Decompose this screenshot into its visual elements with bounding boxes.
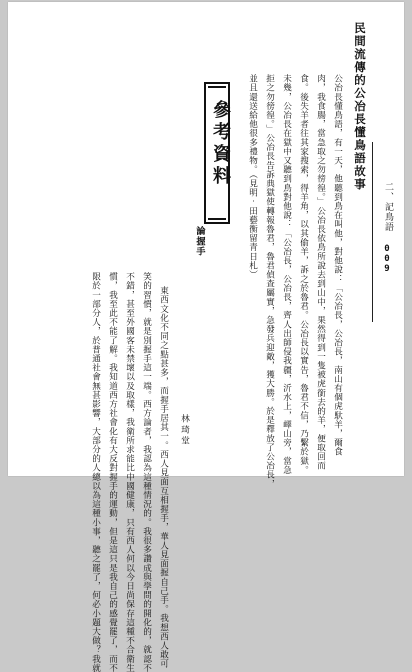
essay-line-5: 限於一部分人，於普通社會無甚影響，大部分的人總以為這種小事，聽之罷了，何必小題大做？我就 (90, 272, 101, 672)
story-line-2: 肉，我食腸，當急取之勿徬徨。」公冶長依鳥所說去到山中，果然得到一隻被虎銜去的羊，便取回而 (315, 74, 326, 471)
story-title: 民間流傳的公冶長懂鳥語故事 (353, 22, 367, 191)
book-page (8, 2, 404, 672)
essay-line-4: 慣，我至此不能了解。我知道西方社會化有大反對握手的運動，但是這只是我自己的感覺罷了，而不 (107, 272, 118, 672)
page-number-text: 009 (382, 244, 392, 274)
essay-line-1: 東西文化不同之點甚多，而握手居其一。西人見面互相握手，華人見面握自己手。我想西人敢可 (158, 286, 169, 669)
section-name: 二、記鳥語 (383, 182, 393, 232)
story-line-6: 並且還送給他很多禮物。（見明‧田藝衡留青日札） (247, 74, 258, 279)
reference-banner-label: 參考資料 (210, 100, 231, 188)
story-line-3: 食。後失羊者往其家搜索，得羊角，以其偷羊，訴之於魯君。公冶長以實告，魯君不信，乃繫於獄。 (298, 74, 309, 475)
story-line-1: 公冶長懂鳥語，有一天，他聽到鳥在叫他，對他說：「公冶長，公冶長，南山有個虎馱羊，爾食 (332, 74, 343, 457)
page-footer (375, 182, 397, 302)
essay-author: 林琦堂 (179, 414, 189, 447)
essay-line-3: 不錯，甚至外國客未禁壞以及取樣，我衛所求能比中國健康，只有西人何以今日尚保存這種不合衛生 (124, 272, 135, 672)
margin-rule (372, 142, 373, 322)
story-line-5: 拒之勿徬徨。」公冶長告訴典獄使轉報魯君，魯君偵查屬實，急發兵迎敵，獲大勝。於是釋放了公冶長， (264, 74, 275, 489)
reference-banner (204, 82, 230, 224)
page-number (382, 244, 392, 284)
essay-subtitle: 論握手 (194, 226, 205, 257)
essay-line-2: 笑的習慣，就是別握手這一端。西方論者，我認為這種情況的。我很多讚成與學問的開化的，就認不 (141, 272, 152, 672)
story-line-4: 未幾，公冶長在獄中又聽到鳥對他說：「公冶長，公冶長，齊人出師侵我疆，沂水上，嶧山旁，當急 (281, 74, 292, 475)
